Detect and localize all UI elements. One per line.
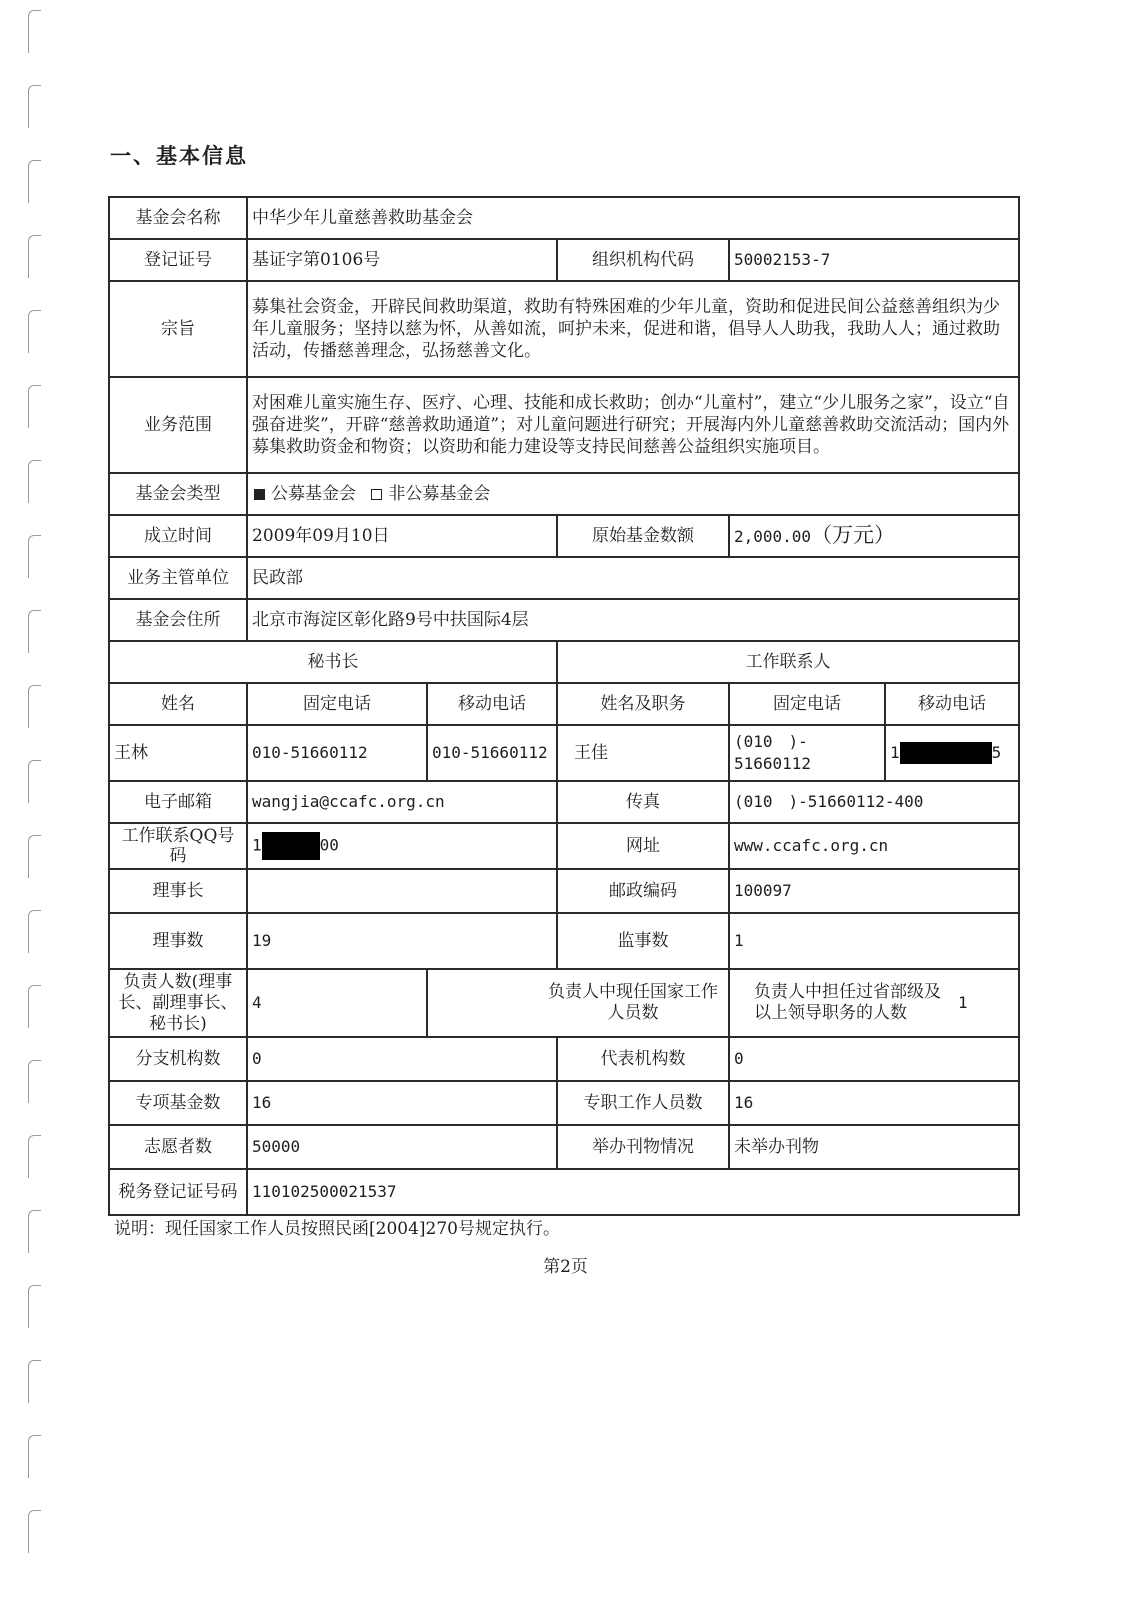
label-senior-leaders: 负责人中担任过省部级及以上领导职务的人数: [754, 982, 941, 1023]
type-public: 公募基金会: [271, 484, 356, 504]
value-liaison-mobile: [885, 725, 1019, 781]
spacer: [734, 982, 750, 1024]
secretary-general-header: 秘书长: [109, 641, 557, 683]
value-secretary-name: 王林: [109, 725, 247, 781]
unchecked-box-icon: [371, 489, 382, 500]
value-registration-no: 基证字第0106号: [247, 239, 557, 281]
footnote: 说明：现任国家工作人员按照民函[2004]270号规定执行。: [114, 1219, 560, 1239]
value-website: www.ccafc.org.cn: [729, 823, 1019, 869]
label-leaders: 负责人数(理事长、副理事长、秘书长): [109, 969, 247, 1037]
qq-prefix: 1: [252, 835, 262, 855]
value-fulltime-staff: 16: [729, 1081, 1019, 1125]
section-heading: 一、基本信息: [110, 144, 248, 168]
value-branches: 0: [247, 1037, 557, 1081]
label-supervisors: 监事数: [557, 913, 729, 969]
label-foundation-name: 基金会名称: [109, 197, 247, 239]
binding-holes: [28, 0, 42, 1600]
label-chairman: 理事长: [109, 869, 247, 913]
label-postcode: 邮政编码: [557, 869, 729, 913]
label-registration-no: 登记证号: [109, 239, 247, 281]
label-supervisor-unit: 业务主管单位: [109, 557, 247, 599]
value-postcode: 100097: [729, 869, 1019, 913]
label-foundation-type: 基金会类型: [109, 473, 247, 515]
value-rep-offices: 0: [729, 1037, 1019, 1081]
col-name-title: 姓名及职务: [557, 683, 729, 725]
value-secretary-fixed: 010-51660112: [247, 725, 427, 781]
label-fax: 传真: [557, 781, 729, 823]
type-nonpublic: 非公募基金会: [388, 484, 491, 504]
label-special-funds: 专项基金数: [109, 1081, 247, 1125]
value-email: wangjia@ccafc.org.cn: [247, 781, 557, 823]
liaison-mobile-suffix: 5: [991, 742, 1002, 762]
label-address: 基金会住所: [109, 599, 247, 641]
label-rep-offices: 代表机构数: [557, 1037, 729, 1081]
value-supervisor-unit: 民政部: [247, 557, 1019, 599]
redaction-bar: [262, 832, 320, 860]
fund-unit: （万元）: [811, 523, 896, 547]
value-periodicals: 未举办刊物: [729, 1125, 1019, 1169]
value-purpose: 募集社会资金，开辟民间救助渠道，救助有特殊困难的少年儿童，资助和促进民间公益慈善组织为少年儿童服务；坚持以慈为怀，从善如流，呵护未来，促进和谐，倡导人人助我，我助人人；通过救助活动，传播慈善理念，弘扬慈善文化。: [247, 281, 1019, 377]
label-org-code: 组织机构代码: [557, 239, 729, 281]
label-gov-staff: 负责人中现任国家工作人员数: [427, 969, 729, 1037]
value-senior-leaders: 1: [958, 993, 968, 1012]
page-number: 第2页: [543, 1257, 588, 1277]
label-email: 电子邮箱: [109, 781, 247, 823]
senior-leaders-inner: [734, 982, 1014, 1024]
senior-leaders-cell: [729, 969, 1019, 1037]
value-founded: 2009年09月10日: [247, 515, 557, 557]
label-fulltime-staff: 专职工作人员数: [557, 1081, 729, 1125]
redaction-bar: [900, 742, 992, 764]
label-branches: 分支机构数: [109, 1037, 247, 1081]
col-mobile-phone: 移动电话: [427, 683, 557, 725]
qq-suffix: 00: [319, 835, 339, 855]
label-purpose: 宗旨: [109, 281, 247, 377]
label-initial-fund: 原始基金数额: [557, 515, 729, 557]
value-special-funds: 16: [247, 1081, 557, 1125]
col-fixed-phone: 固定电话: [247, 683, 427, 725]
liaison-fixed-line2: 51660112: [734, 754, 812, 773]
label-periodicals: 举办刊物情况: [557, 1125, 729, 1169]
label-directors: 理事数: [109, 913, 247, 969]
value-business-scope: 对困难儿童实施生存、医疗、心理、技能和成长救助；创办“儿童村”，建立“少儿服务之家”，设立“自强奋进奖”，开辟“慈善救助通道”；对儿童问题进行研究；开展海内外儿童慈善救助交流活动；国内外募集救助资金和物资；以资助和能力建设等支持民间慈善公益组织实施项目。: [247, 377, 1019, 473]
liaison-mobile-prefix: 1: [890, 742, 900, 762]
value-supervisors: 1: [729, 913, 1019, 969]
basic-info-table: [108, 196, 1020, 1216]
value-qq: [247, 823, 557, 869]
value-secretary-mobile: 010-51660112: [427, 725, 557, 781]
value-foundation-name: 中华少年儿童慈善救助基金会: [247, 197, 1019, 239]
value-volunteers: 50000: [247, 1125, 557, 1169]
value-leaders: 4: [247, 969, 427, 1037]
value-fax: (010 )-51660112-400: [729, 781, 1019, 823]
label-website: 网址: [557, 823, 729, 869]
label-qq: 工作联系QQ号码: [109, 823, 247, 869]
value-liaison-name: 王佳: [557, 725, 729, 781]
col-name: 姓名: [109, 683, 247, 725]
col-mobile-phone-liaison: 移动电话: [885, 683, 1019, 725]
label-tax-registration: 税务登记证号码: [109, 1169, 247, 1215]
label-volunteers: 志愿者数: [109, 1125, 247, 1169]
value-liaison-fixed: [729, 725, 885, 781]
value-org-code: 50002153-7: [729, 239, 1019, 281]
liaison-fixed-line1: (010 )-: [734, 732, 808, 751]
label-business-scope: 业务范围: [109, 377, 247, 473]
col-fixed-phone-liaison: 固定电话: [729, 683, 885, 725]
label-founded: 成立时间: [109, 515, 247, 557]
value-initial-fund: [729, 515, 1019, 557]
value-tax-registration: 110102500021537: [247, 1169, 1019, 1215]
value-directors: 19: [247, 913, 557, 969]
liaison-header: 工作联系人: [557, 641, 1019, 683]
value-address: 北京市海淀区彰化路9号中扶国际4层: [247, 599, 1019, 641]
fund-amount: 2,000.00: [734, 527, 812, 546]
value-chairman: [247, 869, 557, 913]
checked-box-icon: [254, 489, 265, 500]
value-foundation-type: [247, 473, 1019, 515]
